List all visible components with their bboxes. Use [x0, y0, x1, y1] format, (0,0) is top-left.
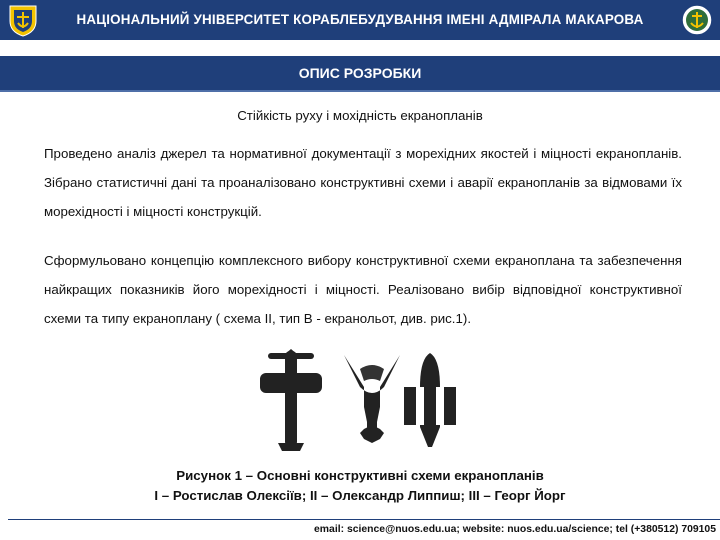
university-crest-icon [6, 3, 40, 37]
section-header [0, 56, 720, 90]
figure-caption [0, 466, 720, 506]
scheme-1-aircraft [260, 349, 322, 451]
anchor-emblem-icon [680, 3, 714, 37]
section-title: ОПИС РОЗРОБКИ [298, 65, 422, 81]
paragraph-analysis: Проведено аналіз джерел та нормативної документації з морехідних якостей і міцності екранопланів. Зібрано статистичні дані та проаналізовано конструктивні схеми і аварії екранопланів за відмовами їх морехідності і міцності конструкцій. [44, 146, 682, 219]
paragraph-concept: Сформульовано концепцію комплексного вибору конструктивної схеми екраноплана та забезпечення найкращих показників його морехідності і міцності. Реалізовано вибір відповідної конструктивної схеми та типу екраноплану ( схема II, тип В - екранольот, див. рис.1). [44, 253, 682, 326]
footer-contacts: email: science@nuos.edu.ua; website: nuos.edu.ua/science; tel (+380512) 709105 [314, 524, 716, 535]
scheme-3-aircraft [404, 353, 456, 447]
topic-subtitle: Стійкість руху і мохідність екранопланів [237, 108, 483, 123]
header-bar [0, 0, 720, 44]
scheme-2-aircraft [344, 355, 400, 443]
ekranoplan-schemes-figure [256, 347, 470, 453]
figure-caption-authors: І – Ростислав Олексіїв; ІІ – Олександр Липпиш; ІІІ – Георг Йорг [154, 488, 566, 503]
university-name: НАЦІОНАЛЬНИЙ УНІВЕРСИТЕТ КОРАБЛЕБУДУВАННЯ ІМЕНІ АДМІРАЛА МАКАРОВА [76, 12, 644, 27]
figure-caption-title: Рисунок 1 – Основні конструктивні схеми екранопланів [176, 468, 544, 483]
